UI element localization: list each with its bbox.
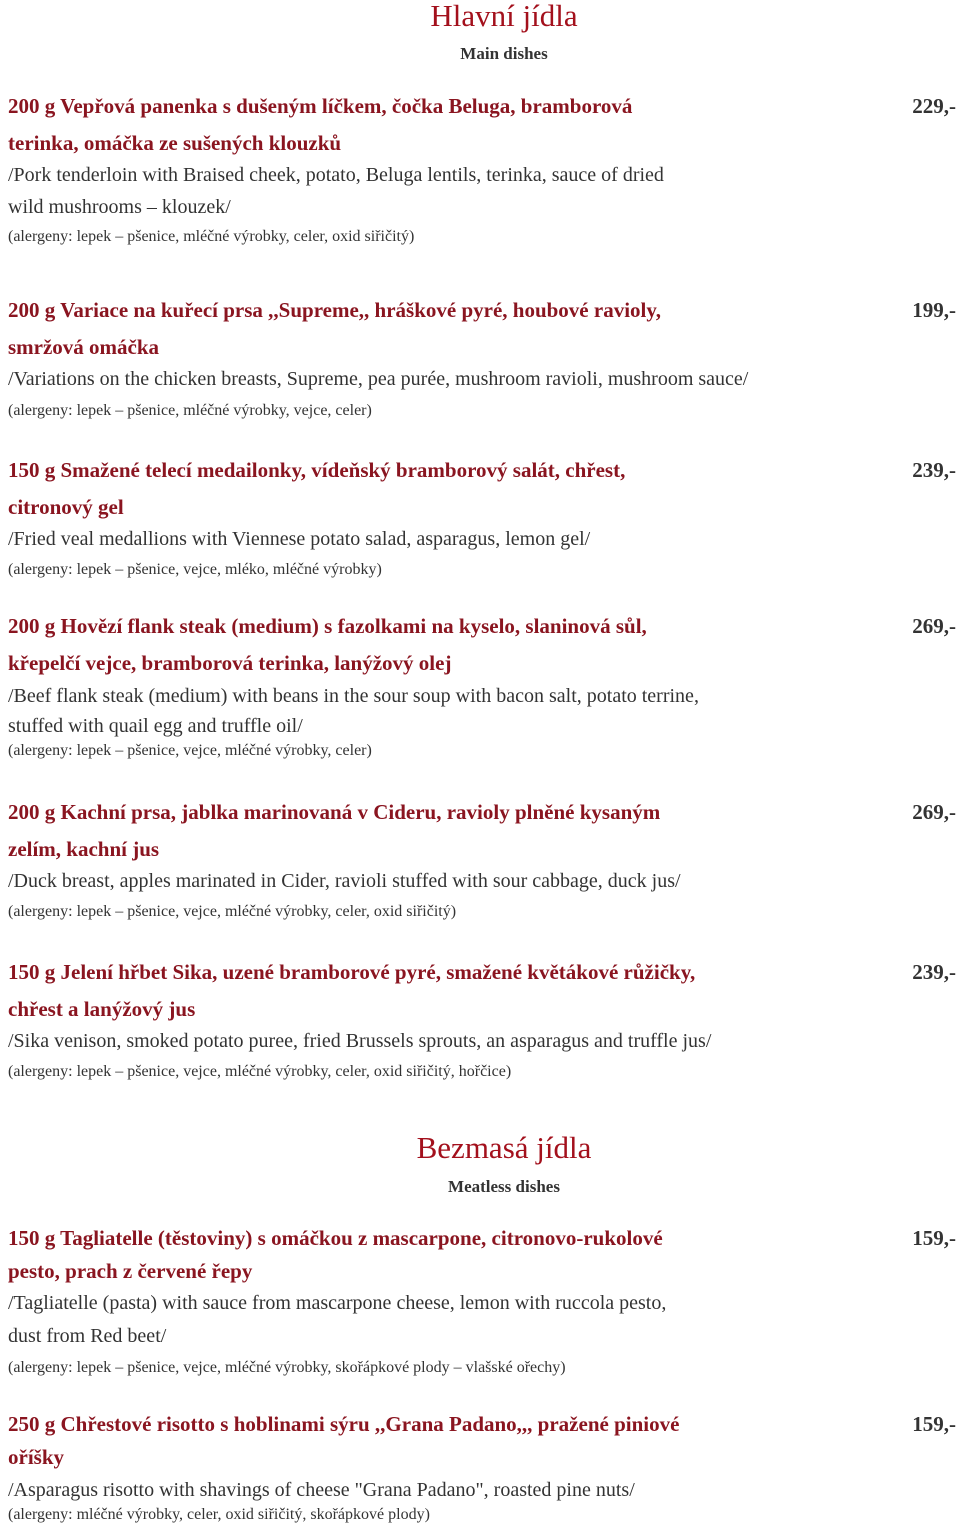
- dish-item: [8, 452, 958, 583]
- dish-english-line: dust from Red beet/: [8, 1325, 167, 1347]
- dish-allergens: (alergeny: lepek – pšenice, mléčné výrobky, celer, oxid siřičitý): [8, 228, 415, 245]
- dish-item: [8, 954, 958, 1085]
- dish-name-line: smržová omáčka: [8, 335, 160, 359]
- dish-english-line: /Asparagus risotto with shavings of cheese "Grana Padano", roasted pine nuts/: [8, 1479, 635, 1501]
- dish-name-line: citronový gel: [8, 495, 124, 519]
- dish-price: 159,-: [912, 1412, 956, 1436]
- dish-name-line: pesto, prach z červené řepy: [8, 1259, 253, 1283]
- dish-name-line: 200 g Variace na kuřecí prsa ,,Supreme,, hráškové pyré, houbové ravioly,: [8, 298, 661, 322]
- dish-name-line: chřest a lanýžový jus: [8, 997, 196, 1021]
- dish-name-line: zelím, kachní jus: [8, 837, 160, 861]
- dish-name-line: 200 g Hovězí flank steak (medium) s fazolkami na kyselo, slaninová sůl,: [8, 614, 647, 638]
- dish-english-line: wild mushrooms – klouzek/: [8, 196, 231, 218]
- dish-name-line: 150 g Tagliatelle (těstoviny) s omáčkou z mascarpone, citronovo-rukolové: [8, 1226, 663, 1250]
- dish-item: [8, 794, 958, 925]
- dish-allergens: (alergeny: lepek – pšenice, vejce, mléčné výrobky, celer, oxid siřičitý): [8, 903, 457, 920]
- section-title-main-dishes: Hlavní jídla: [430, 0, 578, 33]
- dish-name: [8, 292, 868, 366]
- dish-english-description: [8, 1026, 958, 1057]
- section-subtitle-main-dishes: Main dishes: [460, 44, 548, 63]
- dish-item: [8, 88, 958, 250]
- dish-price: 269,-: [912, 614, 956, 638]
- dish-english-description: [8, 364, 958, 395]
- dish-english-line: /Pork tenderloin with Braised cheek, potato, Beluga lentils, terinka, sauce of dried: [8, 164, 664, 186]
- dish-allergens: (alergeny: lepek – pšenice, vejce, mléčné výrobky, celer): [8, 742, 372, 759]
- dish-allergens: (alergeny: lepek – pšenice, vejce, mléčné výrobky, skořápkové plody – vlašské ořechy): [8, 1359, 566, 1376]
- dish-name: [8, 452, 868, 526]
- dish-price: 239,-: [912, 458, 956, 482]
- dish-english-description: [8, 1287, 958, 1353]
- dish-name-line: 200 g Vepřová panenka s dušeným líčkem, čočka Beluga, bramborová: [8, 94, 633, 118]
- dish-name: [8, 1221, 868, 1287]
- dish-english-line: /Variations on the chicken breasts, Supreme, pea purée, mushroom ravioli, mushroom sauce/: [8, 368, 749, 390]
- dish-english-line: stuffed with quail egg and truffle oil/: [8, 715, 303, 737]
- dish-english-line: /Duck breast, apples marinated in Cider, ravioli stuffed with sour cabbage, duck jus/: [8, 870, 681, 892]
- dish-name: [8, 608, 868, 682]
- dish-name: [8, 1407, 868, 1473]
- dish-price: 269,-: [912, 800, 956, 824]
- dish-english-description: [8, 681, 958, 741]
- dish-item: [8, 292, 958, 424]
- dish-name: [8, 954, 868, 1028]
- dish-english-line: /Beef flank steak (medium) with beans in the sour soup with bacon salt, potato terrine,: [8, 685, 699, 707]
- dish-name: [8, 88, 868, 162]
- dish-name-line: křepelčí vejce, bramborová terinka, lanýžový olej: [8, 651, 452, 675]
- dish-english-description: [8, 158, 958, 222]
- section-subtitle-meatless-dishes: Meatless dishes: [448, 1177, 560, 1196]
- dish-name-line: 150 g Jelení hřbet Sika, uzené bramborové pyré, smažené květákové růžičky,: [8, 960, 696, 984]
- dish-allergens: (alergeny: lepek – pšenice, mléčné výrobky, vejce, celer): [8, 402, 372, 419]
- dish-english-line: /Tagliatelle (pasta) with sauce from mascarpone cheese, lemon with ruccola pesto,: [8, 1292, 667, 1314]
- dish-english-line: /Sika venison, smoked potato puree, fried Brussels sprouts, an asparagus and truffle jus/: [8, 1030, 712, 1052]
- dish-name-line: 150 g Smažené telecí medailonky, vídeňský bramborový salát, chřest,: [8, 458, 626, 482]
- dish-item: [8, 1407, 958, 1528]
- dish-english-description: [8, 866, 958, 897]
- dish-english-line: /Fried veal medallions with Viennese potato salad, asparagus, lemon gel/: [8, 528, 591, 550]
- dish-allergens: (alergeny: lepek – pšenice, vejce, mléčné výrobky, celer, oxid siřičitý, hořčice): [8, 1063, 512, 1080]
- dish-english-description: [8, 524, 958, 555]
- section-title-meatless-dishes: Bezmasá jídla: [416, 1130, 592, 1165]
- dish-name-line: 250 g Chřestové risotto s hoblinami sýru ,,Grana Padano,,, pražené piniové: [8, 1412, 680, 1436]
- dish-item: [8, 608, 958, 764]
- dish-price: 229,-: [912, 94, 956, 118]
- dish-price: 239,-: [912, 960, 956, 984]
- dish-name-line: 200 g Kachní prsa, jablka marinovaná v Cideru, ravioly plněné kysaným: [8, 800, 661, 824]
- dish-item: [8, 1221, 958, 1381]
- dish-price: 199,-: [912, 298, 956, 322]
- dish-name-line: terinka, omáčka ze sušených klouzků: [8, 131, 342, 155]
- dish-price: 159,-: [912, 1226, 956, 1250]
- dish-allergens: (alergeny: lepek – pšenice, vejce, mléko, mléčné výrobky): [8, 561, 382, 578]
- dish-allergens: (alergeny: mléčné výrobky, celer, oxid siřičitý, skořápkové plody): [8, 1506, 430, 1523]
- dish-name-line: oříšky: [8, 1445, 65, 1469]
- dish-name: [8, 794, 868, 868]
